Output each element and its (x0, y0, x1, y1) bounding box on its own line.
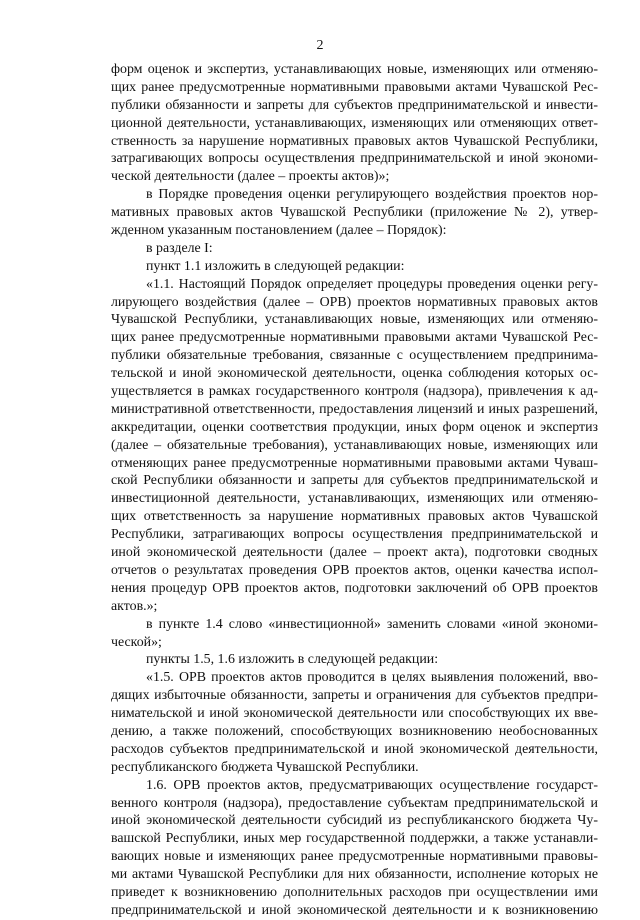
text-line: Чувашской Республики, устанавливающих новые, изменяющих или отменяю- (111, 312, 598, 328)
text-line: иной экономической деятельности субсидий из республиканского бюджета Чу- (111, 813, 598, 829)
text-line: отменяющих ранее предусмотренные нормативными правовыми актами Чуваш- (111, 455, 598, 471)
text-line: иной экономической деятельности (далее – проект акта), подготовки сводных (111, 545, 598, 561)
text-line: тельской и иной экономической деятельности, оценка соблюдения которых ос- (111, 366, 598, 382)
page-number: 2 (316, 38, 324, 53)
text-line: в разделе I: (146, 240, 213, 256)
text-line: пункты 1.5, 1.6 изложить в следующей редакции: (146, 652, 439, 668)
text-line: ционной деятельности, устанавливающих, изменяющих или отменяющих ответ- (111, 115, 598, 131)
text-line: публики обязанности и запреты для субъектов предпринимательской и инвести- (111, 97, 598, 113)
text-line: «1.5. ОРВ проектов актов проводится в целях выявления положений, вво- (146, 670, 598, 686)
text-line: вашской Республики, иных мер государственной поддержки, а также устанавли- (111, 831, 598, 847)
text-line: ческой деятельности (далее – проекты актов)»; (111, 169, 390, 185)
document-body (111, 61, 598, 920)
text-line: аккредитации, оценки соответствия продукции, иных форм оценок и экспертиз (111, 419, 598, 435)
text-line: щих ответственность за нарушение нормативных правовых актов Чувашской (111, 509, 598, 525)
text-line: форм оценок и экспертиз, устанавливающих новые, изменяющих или отменяю- (111, 62, 598, 77)
text-line: ческой»; (111, 634, 162, 650)
text-line: вающих новые и изменяющих ранее предусмотренные нормативными правовы- (111, 849, 598, 865)
text-line: затрагивающих вопросы осуществления предпринимательской и иной экономи- (111, 151, 598, 167)
text-line: ской Республики обязанности и запреты для субъектов предпринимательской и (111, 473, 598, 489)
text-line: (далее – обязательные требования), устанавливающих новые, изменяющих или (111, 437, 598, 453)
text-line: инвестиционной деятельности, устанавливающих, изменяющих или отменяю- (111, 491, 598, 507)
text-line: нения процедур ОРВ проектов актов, подготовки заключений об ОРВ проектов (111, 580, 598, 596)
text-line: республиканского бюджета Чувашской Республики. (111, 759, 419, 775)
text-line: уществляется в рамках государственного контроля (надзора), привлечения к ад- (111, 384, 598, 400)
text-line: актов.»; (111, 598, 158, 614)
text-line: публики обязательные требования, связанные с осуществлением предпринима- (111, 348, 598, 364)
text-line: «1.1. Настоящий Порядок определяет процедуры проведения оценки регу- (146, 276, 598, 292)
text-line: лирующего воздействия (далее – ОРВ) проектов нормативных правовых актов (111, 294, 598, 310)
text-line: дящих избыточные обязанности, запреты и ограничения для субъектов предпри- (111, 688, 598, 704)
text-line: мативных правовых актов Чувашской Республики (приложение № 2), утвер- (111, 205, 598, 221)
text-line: Республики, затрагивающих вопросы осуществления предпринимательской и (111, 527, 598, 543)
text-line: отчетов о результатах проведения ОРВ проектов актов, оценки качества испол- (111, 562, 598, 578)
text-line: 1.6. ОРВ проектов актов, предусматривающих осуществление государст- (146, 777, 598, 793)
text-line: министративной ответственности, предоставления лицензий и иных разрешений, (111, 401, 598, 417)
text-line: жденном указанным постановлением (далее – Порядок): (111, 223, 447, 239)
text-line: приведет к возникновению дополнительных расходов при осуществлении ими (111, 884, 598, 900)
text-line: предпринимательской и иной экономической деятельности и к возникновению (111, 902, 598, 918)
text-line: дению, а также положений, способствующих возникновению необоснованных (111, 723, 598, 739)
text-line: щих ранее предусмотренные нормативными правовыми актами Чувашской Рес- (111, 79, 598, 95)
text-line: в Порядке проведения оценки регулирующего воздействия проектов нор- (146, 187, 598, 203)
text-line: нимательской и иной экономической деятельности или способствующих их вве- (111, 706, 598, 722)
text-line: щих ранее предусмотренные нормативными правовыми актами Чувашской Рес- (111, 330, 598, 346)
text-line: расходов субъектов предпринимательской и иной экономической деятельности, (111, 741, 598, 757)
text-line: ственность за нарушение нормативных правовых актов Чувашской Республики, (111, 133, 598, 149)
text-line: пункт 1.1 изложить в следующей редакции: (146, 258, 405, 274)
text-line: ми актами Чувашской Республики для них обязанности, исполнение которых не (111, 867, 598, 883)
text-line: в пункте 1.4 слово «инвестиционной» заменить словами «иной экономи- (146, 616, 598, 632)
text-line: венного контроля (надзора), предоставление субъектам предпринимательской и (111, 795, 598, 811)
